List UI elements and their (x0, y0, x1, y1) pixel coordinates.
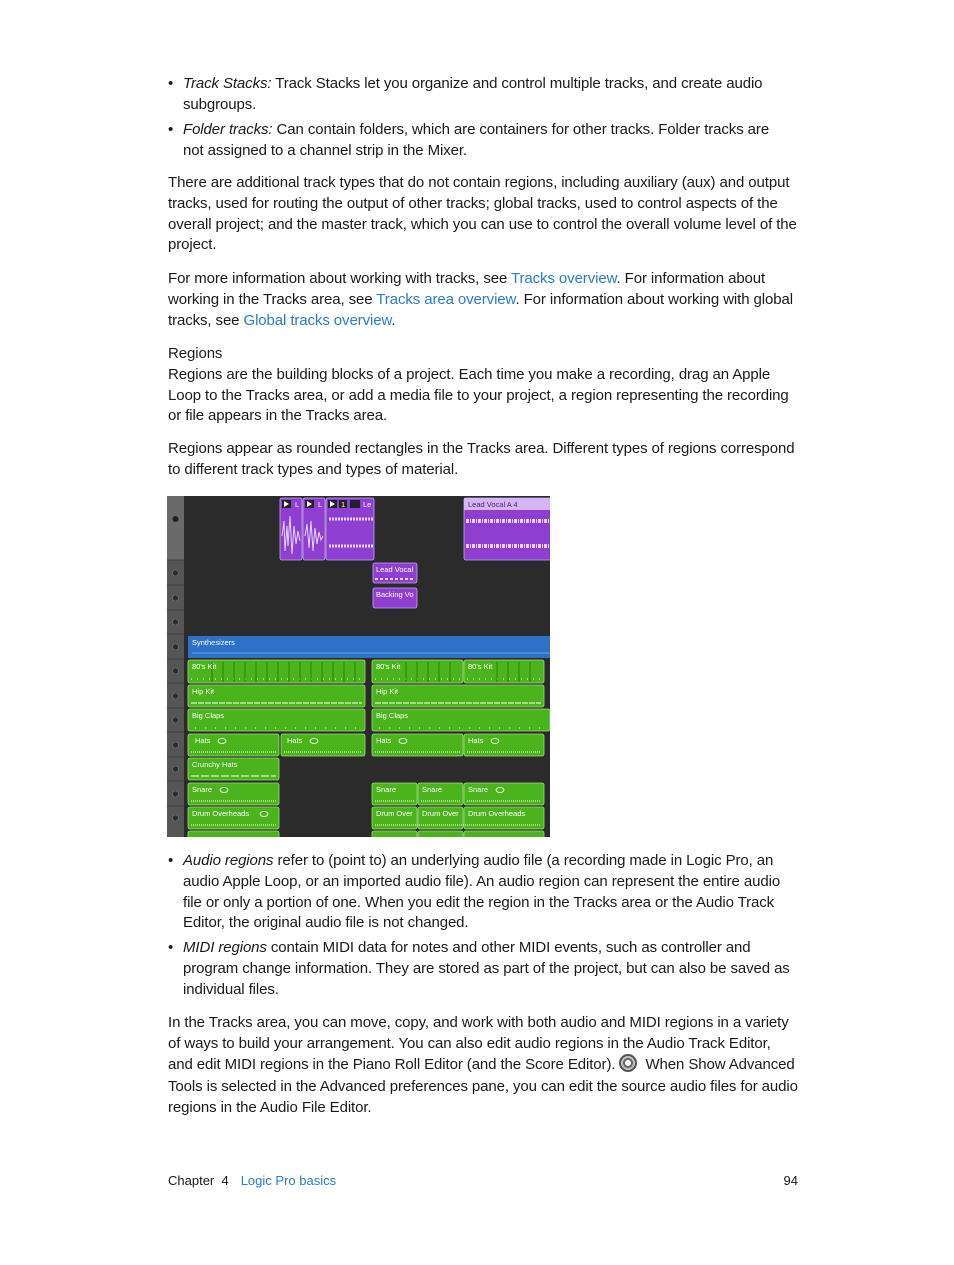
bullet-dot: • (168, 852, 174, 869)
region-label: Hats (468, 736, 484, 745)
track-icon (173, 516, 179, 522)
region-label: Hats (195, 736, 211, 745)
region-label: Drum Overheads (468, 809, 526, 818)
region-label: Hats (287, 736, 303, 745)
desc-folder-tracks: Can contain folders, which are containers for other tracks. Folder tracks are not assigned to a channel strip in the Mixer. (183, 121, 770, 159)
track-icon (173, 742, 179, 748)
text-segment: When Show Advanced Tools is selected in the Advanced preferences pane, you can edit the source audio files for audio regions in the Audio File Editor. (168, 1056, 798, 1116)
advanced-tools-gear-icon (619, 1054, 637, 1072)
paragraph-regions-intro: Regions are the building blocks of a project. Each time you make a recording, drag an Apple Loop to the Tracks area, or add a media file to your project, a region representing the recording or file appears in the Tracks area. (168, 365, 789, 425)
region-label: 80's Kit (192, 662, 217, 671)
paragraph-tracks-area-editing (168, 1012, 798, 1118)
midi-region[interactable] (372, 831, 417, 837)
paragraph-track-types: There are additional track types that do not contain regions, including auxiliary (aux) and output tracks, used for routing the output of other tracks; global tracks, used to control aspects of the overall project; and the master track, which you can use to control the overall volume level of the project. (168, 174, 797, 254)
audio-region-lead-vocal-a4[interactable] (464, 498, 550, 560)
svg-text:L: L (295, 500, 300, 509)
track-icon (173, 644, 179, 650)
region-label: 80's Kit (376, 662, 401, 671)
track-icon (173, 693, 179, 699)
region-label: Snare (192, 785, 213, 794)
audio-region-lead-vocal[interactable] (373, 563, 417, 583)
region-label: Big Claps (192, 711, 225, 720)
desc-audio-regions: refer to (point to) an underlying audio file (a recording made in Logic Pro, an audio Apple Loop, or an imported audio file). An audio region can represent the entire audio file or only a portion of one. When you edit the region in the Tracks area or the Audio Track Editor, the original audio file is not changed. (183, 852, 781, 932)
region-label: Drum Over (376, 809, 413, 818)
chapter-number: Chapter 4 (168, 1173, 229, 1188)
text-segment: In the Tracks area, you can move, copy, and work with both audio and MIDI regions in a variety of ways to build your arrangement. You can also edit audio regions in the Audio Track Editor, and edit MIDI regions in the Piano Roll Editor (and the Score Editor). (168, 1014, 789, 1074)
bullet-track-stacks (168, 74, 793, 116)
svg-text:Backing Vo: Backing Vo (376, 590, 414, 599)
audio-region[interactable] (303, 498, 325, 560)
track-icon (173, 595, 179, 601)
track-icon (173, 766, 179, 772)
bullet-midi-regions (168, 938, 793, 1000)
paragraph-more-info (168, 269, 798, 331)
chapter-title-link[interactable]: Logic Pro basics (240, 1173, 337, 1188)
midi-region[interactable] (188, 685, 365, 707)
footer-chapter (168, 1173, 336, 1188)
term-midi-regions: MIDI regions (183, 939, 267, 956)
svg-text:Synthesizers: Synthesizers (192, 638, 235, 647)
svg-text:Le: Le (363, 500, 372, 509)
midi-region[interactable] (188, 831, 279, 837)
region-label: Hip Kit (192, 687, 215, 696)
track-icon (173, 791, 179, 797)
region-label: Big Claps (376, 711, 409, 720)
track-icon (173, 668, 179, 674)
midi-region[interactable] (418, 831, 463, 837)
region-label: Drum Over (422, 809, 459, 818)
region-label: Hip Kit (376, 687, 399, 696)
svg-text:Lead Vocal A 4: Lead Vocal A 4 (468, 500, 518, 509)
term-track-stacks: Track Stacks: (183, 75, 272, 92)
track-icon (173, 570, 179, 576)
audio-region-backing-vocal[interactable] (373, 588, 417, 608)
page-number: 94 (783, 1173, 798, 1188)
text-segment: . For information about working with global tracks, see (168, 290, 793, 329)
desc-midi-regions: contain MIDI data for notes and other MIDI events, such as controller and program change information. They are stored as part of the project, but can also be saved as individual files. (183, 939, 790, 998)
audio-region[interactable] (280, 498, 302, 560)
bullet-folder-tracks (168, 120, 793, 162)
region-label: Snare (422, 785, 443, 794)
midi-region[interactable] (464, 831, 544, 837)
region-label: Crunchy Hats (192, 760, 238, 769)
term-folder-tracks: Folder tracks: (183, 121, 273, 138)
text-segment: . For information about working in the Tracks area, see (168, 270, 766, 308)
link-global-tracks-overview[interactable]: Global tracks overview (243, 311, 392, 329)
text-segment: . (391, 311, 396, 329)
regions-section (168, 344, 798, 427)
bullet-dot: • (168, 939, 174, 956)
region-label: Hats (376, 736, 392, 745)
term-audio-regions: Audio regions (183, 852, 274, 869)
track-icon (173, 815, 179, 821)
svg-text:L: L (318, 500, 323, 509)
audio-region[interactable] (326, 498, 374, 560)
folder-region-synthesizers[interactable] (188, 636, 550, 658)
svg-text:1: 1 (341, 500, 346, 509)
paragraph-region-shapes: Regions appear as rounded rectangles in the Tracks area. Different types of regions correspond to different track types and types of material. (168, 440, 795, 478)
desc-track-stacks: Track Stacks let you organize and control multiple tracks, and create audio subgroups. (183, 75, 763, 113)
region-label: Drum Overheads (192, 809, 250, 818)
regions-heading: Regions (168, 345, 223, 362)
link-tracks-overview[interactable]: Tracks overview (511, 270, 617, 287)
region-label: Snare (468, 785, 489, 794)
link-tracks-area-overview[interactable]: Tracks area overview (376, 290, 516, 308)
tracks-area-screenshot (167, 496, 550, 837)
text-segment: For more information about working with tracks, see (168, 270, 512, 287)
track-icon (173, 717, 179, 723)
svg-text:Lead Vocal: Lead Vocal (376, 565, 414, 574)
bullet-dot: • (168, 121, 174, 138)
track-icon (173, 619, 179, 625)
bullet-audio-regions (168, 851, 793, 934)
bullet-dot: • (168, 75, 174, 92)
region-label: 80's Kit (468, 662, 493, 671)
region-label: Snare (376, 785, 397, 794)
